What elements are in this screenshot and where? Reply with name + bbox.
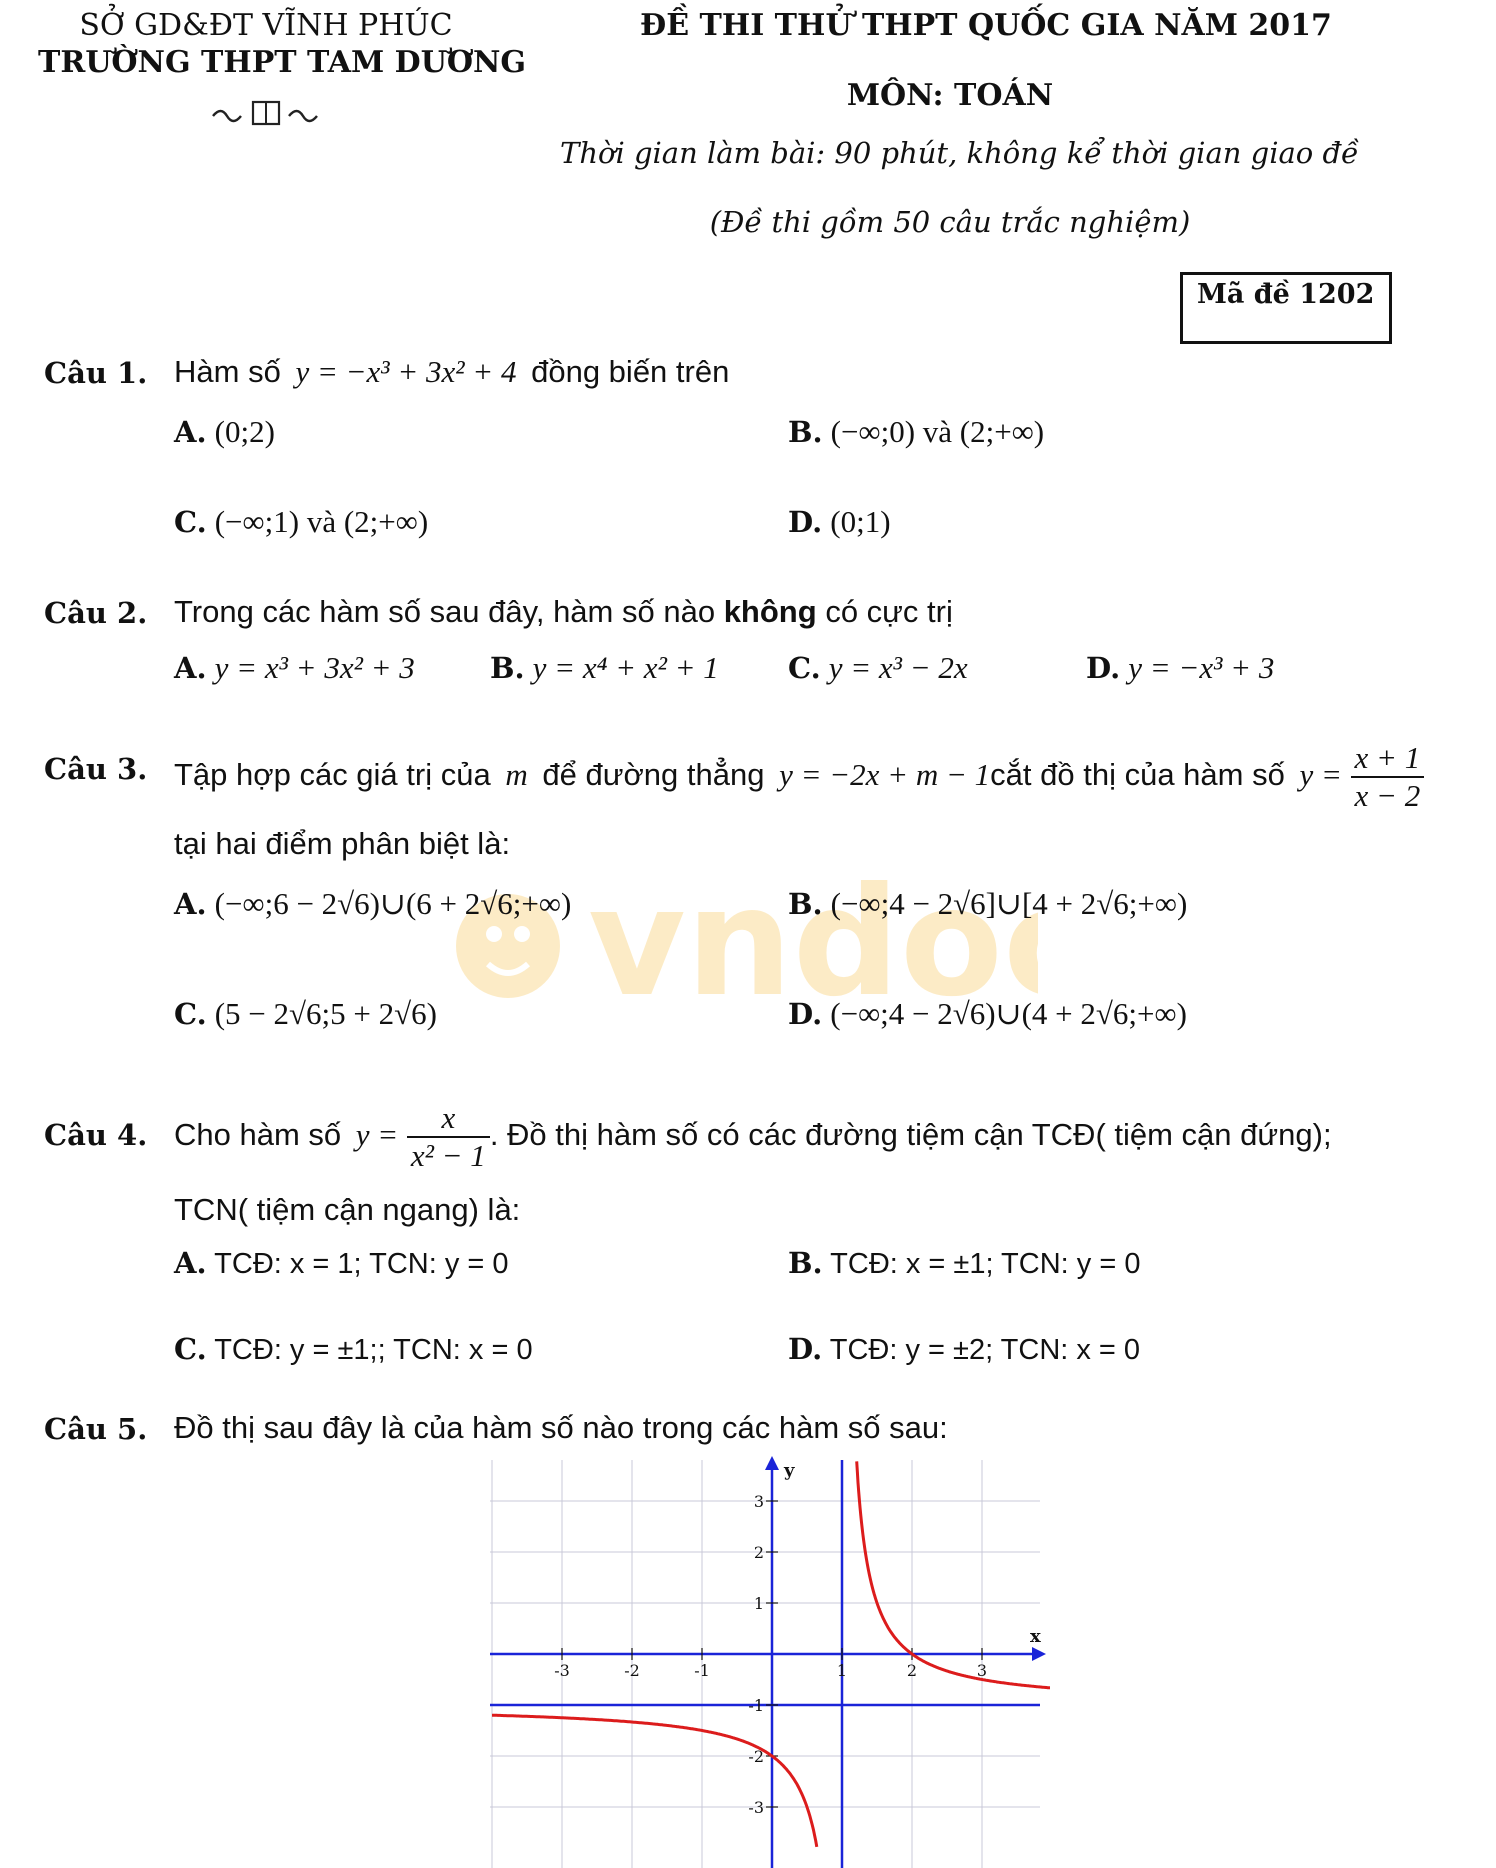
q4-d-text: TCĐ: y = ±2; TCN: x = 0	[829, 1334, 1141, 1366]
q1-option-b[interactable]	[788, 414, 1044, 450]
option-letter: B.	[788, 1246, 823, 1280]
q4-fraction-num: x	[407, 1100, 490, 1138]
question-5-label: Câu 5.	[44, 1412, 148, 1446]
q2-pre: Trong các hàm số sau đây, hàm số nào	[174, 594, 716, 629]
option-letter: B.	[788, 415, 823, 449]
subject: MÔN: TOÁN	[846, 78, 1054, 113]
question-3-text	[174, 740, 1424, 814]
q3-a-text: (−∞;6 − 2√6)∪(6 + 2√6;+∞)	[214, 886, 572, 921]
y-tick-label: 1	[753, 1594, 764, 1613]
question-2-text	[174, 594, 953, 630]
q3-line: y = −2x + m − 1	[779, 757, 991, 793]
curve-left-branch	[492, 1715, 817, 1847]
question-count: (Đề thi gồm 50 câu trắc nghiệm)	[709, 205, 1191, 239]
q3-post: cắt đồ thị của hàm số	[990, 757, 1285, 793]
q1-option-a[interactable]	[174, 414, 275, 450]
q4-fraction-den: x² − 1	[410, 1138, 486, 1173]
q1-expr: y = −x³ + 3x² + 4	[295, 354, 517, 389]
x-axis-label: x	[1030, 1626, 1041, 1647]
option-letter: B.	[490, 651, 525, 685]
q3-c-text: (5 − 2√6;5 + 2√6)	[214, 996, 437, 1031]
y-tick-label: -1	[748, 1696, 764, 1715]
option-letter: C.	[174, 997, 207, 1031]
q3-fn-lhs: y =	[1299, 757, 1342, 793]
y-axis-arrow	[765, 1456, 779, 1470]
q2-b-text: y = x⁴ + x² + 1	[532, 650, 719, 685]
x-tick-label: 2	[906, 1661, 918, 1680]
q1-option-c[interactable]	[174, 504, 428, 540]
q2-option-b[interactable]	[490, 650, 719, 686]
q2-option-a[interactable]	[174, 650, 415, 686]
q4-fraction	[407, 1100, 490, 1174]
q4-post: . Đồ thị hàm số có các đường tiệm cận TCĐ( tiệm cận đứng);	[489, 1117, 1332, 1153]
option-letter: A.	[174, 415, 207, 449]
x-tick-label: -3	[554, 1661, 570, 1680]
y-axis-label: y	[784, 1460, 795, 1481]
question-1-label: Câu 1.	[44, 356, 148, 390]
x-tick-label: 3	[976, 1661, 988, 1680]
q1-pre: Hàm số	[174, 354, 281, 389]
question-1-text	[174, 354, 729, 390]
q3-mid: để đường thẳng	[542, 757, 765, 793]
option-letter: D.	[788, 997, 823, 1031]
option-letter: C.	[788, 651, 821, 685]
y-tick-label: 2	[753, 1543, 764, 1562]
time-allowed: Thời gian làm bài: 90 phút, không kể thời gian giao đề	[560, 136, 1359, 170]
q2-d-text: y = −x³ + 3	[1128, 650, 1275, 685]
q3-option-d[interactable]	[788, 996, 1187, 1032]
q3-fraction-num: x + 1	[1351, 740, 1425, 778]
y-tick-label: -3	[748, 1798, 764, 1817]
y-tick-label: -2	[748, 1747, 764, 1766]
question-3-label: Câu 3.	[44, 752, 148, 786]
q3-fraction	[1351, 740, 1425, 814]
q3-option-c[interactable]	[174, 996, 437, 1032]
q1-a-text: (0;2)	[214, 414, 275, 449]
q3-d-text: (−∞;4 − 2√6)∪(4 + 2√6;+∞)	[830, 996, 1187, 1031]
school-name: TRƯỜNG THPT TAM DƯƠNG	[38, 45, 526, 80]
q1-c-text: (−∞;1) và (2;+∞)	[214, 504, 429, 539]
option-letter: C.	[174, 505, 207, 539]
q4-pre: Cho hàm số	[174, 1117, 342, 1153]
q3-fraction-den: x − 2	[1354, 778, 1421, 813]
exam-title: ĐỀ THI THỬ THPT QUỐC GIA NĂM 2017	[640, 8, 1332, 43]
q2-post: có cực trị	[825, 594, 953, 629]
q3-option-a[interactable]	[174, 886, 571, 922]
q4-c-text: TCĐ: y = ±1;; TCN: x = 0	[214, 1334, 533, 1366]
question-4-text	[174, 1100, 1332, 1174]
book-ornament-icon	[205, 96, 325, 137]
x-axis-arrow	[1032, 1647, 1046, 1661]
question-5-text: Đồ thị sau đây là của hàm số nào trong các hàm số sau:	[174, 1410, 948, 1445]
exam-code: Mã đề 1202	[1197, 279, 1375, 310]
x-tick-label: -1	[694, 1661, 710, 1680]
option-letter: D.	[1086, 651, 1121, 685]
watermark-text: vndo	[588, 876, 1003, 1016]
x-tick-label: 1	[836, 1661, 848, 1680]
question-2-label: Câu 2.	[44, 596, 148, 630]
q3-pre: Tập hợp các giá trị của	[174, 757, 491, 793]
q1-post: đồng biến trên	[531, 354, 730, 389]
option-letter: A.	[174, 1246, 207, 1280]
option-letter: D.	[788, 1332, 823, 1366]
department-name: SỞ GD&ĐT VĨNH PHÚC	[79, 8, 453, 43]
question-4-line2: TCN( tiệm cận ngang) là:	[174, 1192, 521, 1227]
option-letter: C.	[174, 1332, 207, 1366]
q1-option-d[interactable]	[788, 504, 891, 540]
q4-option-a[interactable]	[174, 1246, 509, 1281]
q4-option-d[interactable]	[788, 1332, 1140, 1367]
option-letter: B.	[788, 887, 823, 921]
option-letter: D.	[788, 505, 823, 539]
q3-option-b[interactable]	[788, 886, 1187, 922]
q4-a-text: TCĐ: x = 1; TCN: y = 0	[214, 1248, 509, 1280]
q2-option-c[interactable]	[788, 650, 968, 686]
option-letter: A.	[174, 887, 207, 921]
y-tick-label: 3	[753, 1492, 764, 1511]
q3-var: m	[505, 757, 528, 793]
question-4-label: Câu 4.	[44, 1118, 148, 1152]
q2-a-text: y = x³ + 3x² + 3	[214, 650, 415, 685]
function-graph	[490, 1454, 1050, 1868]
q2-c-text: y = x³ − 2x	[828, 650, 968, 685]
q4-fn-lhs: y =	[355, 1117, 399, 1153]
question-3-line2: tại hai điểm phân biệt là:	[174, 826, 511, 861]
q3-b-text: (−∞;4 − 2√6]∪[4 + 2√6;+∞)	[830, 886, 1188, 921]
q1-b-text: (−∞;0) và (2;+∞)	[830, 414, 1045, 449]
q1-d-text: (0;1)	[830, 504, 891, 539]
q4-b-text: TCĐ: x = ±1; TCN: y = 0	[830, 1248, 1141, 1280]
q4-option-c[interactable]	[174, 1332, 533, 1367]
q4-option-b[interactable]	[788, 1246, 1140, 1281]
x-tick-label: -2	[624, 1661, 640, 1680]
option-letter: A.	[174, 651, 207, 685]
exam-code-box	[1180, 272, 1392, 344]
q2-bold: không	[723, 594, 817, 629]
q2-option-d[interactable]	[1086, 650, 1274, 686]
